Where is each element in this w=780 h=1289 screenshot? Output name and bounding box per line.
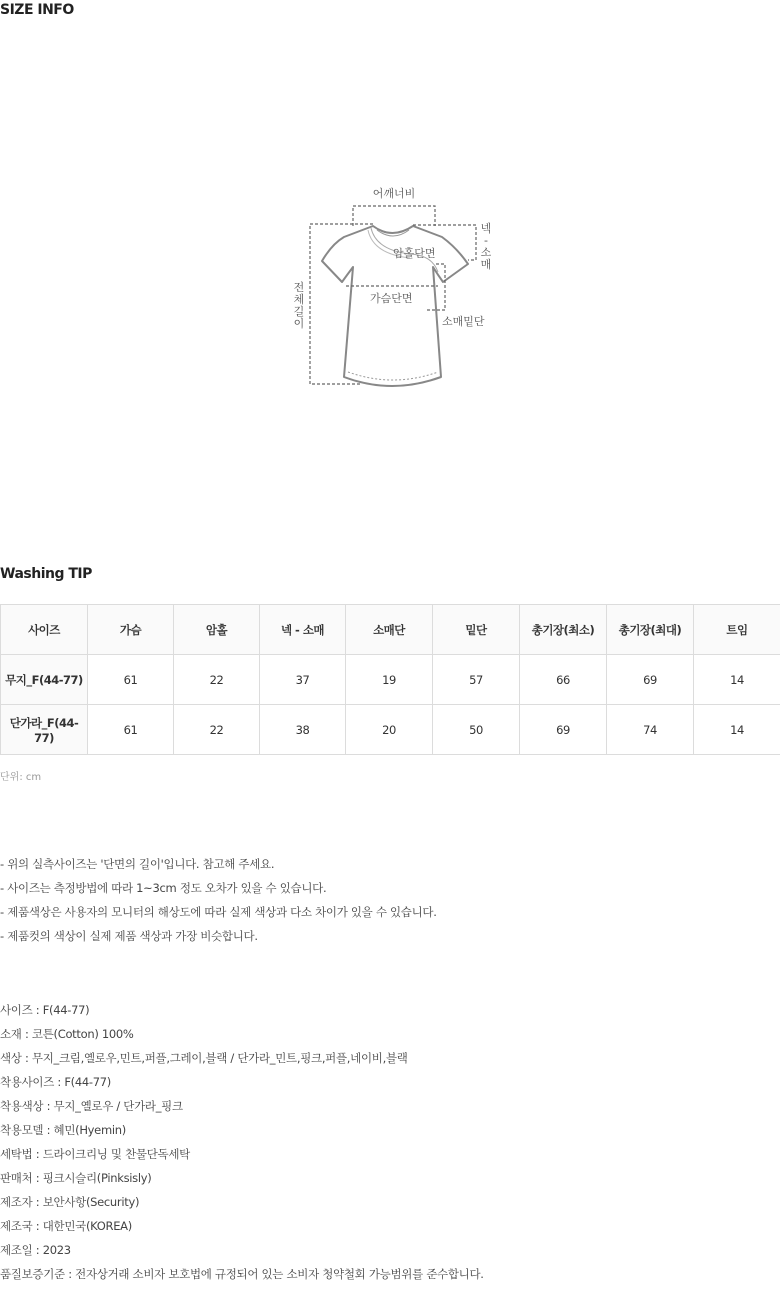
note-item: - 제품색상은 사용자의 모니터의 해상도에 따라 실제 색상과 다소 차이가 있을 수 있습니다. <box>0 903 437 927</box>
svg-text:길: 길 <box>294 304 305 318</box>
note-item: - 제품컷의 색상이 실제 제품 색상과 가장 비슷합니다. <box>0 927 437 951</box>
table-header-row <box>1 605 780 655</box>
size-diagram <box>280 180 500 400</box>
table-row <box>1 705 780 755</box>
shoulder-width-line <box>353 206 435 226</box>
table-cell: 무지_F(44-77) <box>1 655 88 705</box>
label-total-length <box>294 280 305 330</box>
table-cell: 37 <box>260 655 346 705</box>
table-row <box>1 655 780 705</box>
spec-item: 제조일 : 2023 <box>0 1241 484 1265</box>
label-armhole: 암홀단면 <box>393 246 436 260</box>
label-sleeve-hem: 소매밑단 <box>442 314 485 328</box>
table-cell: 61 <box>88 705 174 755</box>
unit-label: 단위: cm <box>0 768 41 783</box>
header-hem: 밑단 <box>433 605 520 655</box>
spec-item: 소재 : 코튼(Cotton) 100% <box>0 1025 484 1049</box>
table-cell: 61 <box>88 655 174 705</box>
table-cell: 69 <box>520 705 607 755</box>
product-specs <box>0 1001 484 1289</box>
spec-item: 사이즈 : F(44-77) <box>0 1001 484 1025</box>
header-size: 사이즈 <box>1 605 88 655</box>
label-chest: 가슴단면 <box>370 291 413 305</box>
size-info-title: SIZE INFO <box>0 2 74 18</box>
table-cell: 57 <box>433 655 520 705</box>
spec-item: 품질보증기준 : 전자상거래 소비자 보호법에 규정되어 있는 소비자 청약철회 가능범위를 준수합니다. <box>0 1265 484 1289</box>
table-cell: 38 <box>260 705 346 755</box>
size-table <box>0 604 780 755</box>
note-item: - 위의 실측사이즈는 '단면의 길이'입니다. 참고해 주세요. <box>0 855 437 879</box>
spec-item: 판매처 : 핑크시슬리(Pinksisly) <box>0 1169 484 1193</box>
spec-item: 제조자 : 보안사항(Security) <box>0 1193 484 1217</box>
header-neck-sleeve: 넥 - 소매 <box>260 605 346 655</box>
label-shoulder: 어깨너비 <box>373 186 416 200</box>
table-cell: 22 <box>174 705 260 755</box>
table-cell: 20 <box>346 705 433 755</box>
header-length-max: 총기장(최대) <box>607 605 694 655</box>
svg-text:매: 매 <box>481 257 492 271</box>
header-armhole: 암홀 <box>174 605 260 655</box>
spec-item: 착용사이즈 : F(44-77) <box>0 1073 484 1097</box>
header-slit: 트임 <box>694 605 780 655</box>
table-cell: 66 <box>520 655 607 705</box>
svg-text:체: 체 <box>294 292 305 306</box>
washing-tip-title: Washing TIP <box>0 566 92 582</box>
svg-text:-: - <box>484 234 488 247</box>
table-cell: 50 <box>433 705 520 755</box>
label-neck-sleeve <box>481 221 492 271</box>
svg-text:이: 이 <box>294 316 305 330</box>
svg-text:전: 전 <box>294 280 305 294</box>
header-sleeve-hem: 소매단 <box>346 605 433 655</box>
table-cell: 단가라_F(44-77) <box>1 705 88 755</box>
svg-text:소: 소 <box>481 246 492 259</box>
table-cell: 22 <box>174 655 260 705</box>
table-cell: 69 <box>607 655 694 705</box>
spec-item: 세탁법 : 드라이크리닝 및 찬물단독세탁 <box>0 1145 484 1169</box>
spec-item: 착용색상 : 무지_옐로우 / 단가라_핑크 <box>0 1097 484 1121</box>
spec-item: 제조국 : 대한민국(KOREA) <box>0 1217 484 1241</box>
tshirt-measurement-diagram <box>280 180 500 400</box>
size-notes <box>0 855 437 951</box>
spec-item: 색상 : 무지_크림,옐로우,민트,퍼플,그레이,블랙 / 단가라_민트,핑크,퍼플,네이비,블랙 <box>0 1049 484 1073</box>
table-cell: 14 <box>694 655 780 705</box>
spec-item: 착용모델 : 혜민(Hyemin) <box>0 1121 484 1145</box>
header-length-min: 총기장(최소) <box>520 605 607 655</box>
table-cell: 19 <box>346 655 433 705</box>
table-cell: 14 <box>694 705 780 755</box>
table-cell: 74 <box>607 705 694 755</box>
header-chest: 가슴 <box>88 605 174 655</box>
note-item: - 사이즈는 측정방법에 따라 1~3cm 정도 오차가 있을 수 있습니다. <box>0 879 437 903</box>
svg-text:넥: 넥 <box>481 221 492 235</box>
